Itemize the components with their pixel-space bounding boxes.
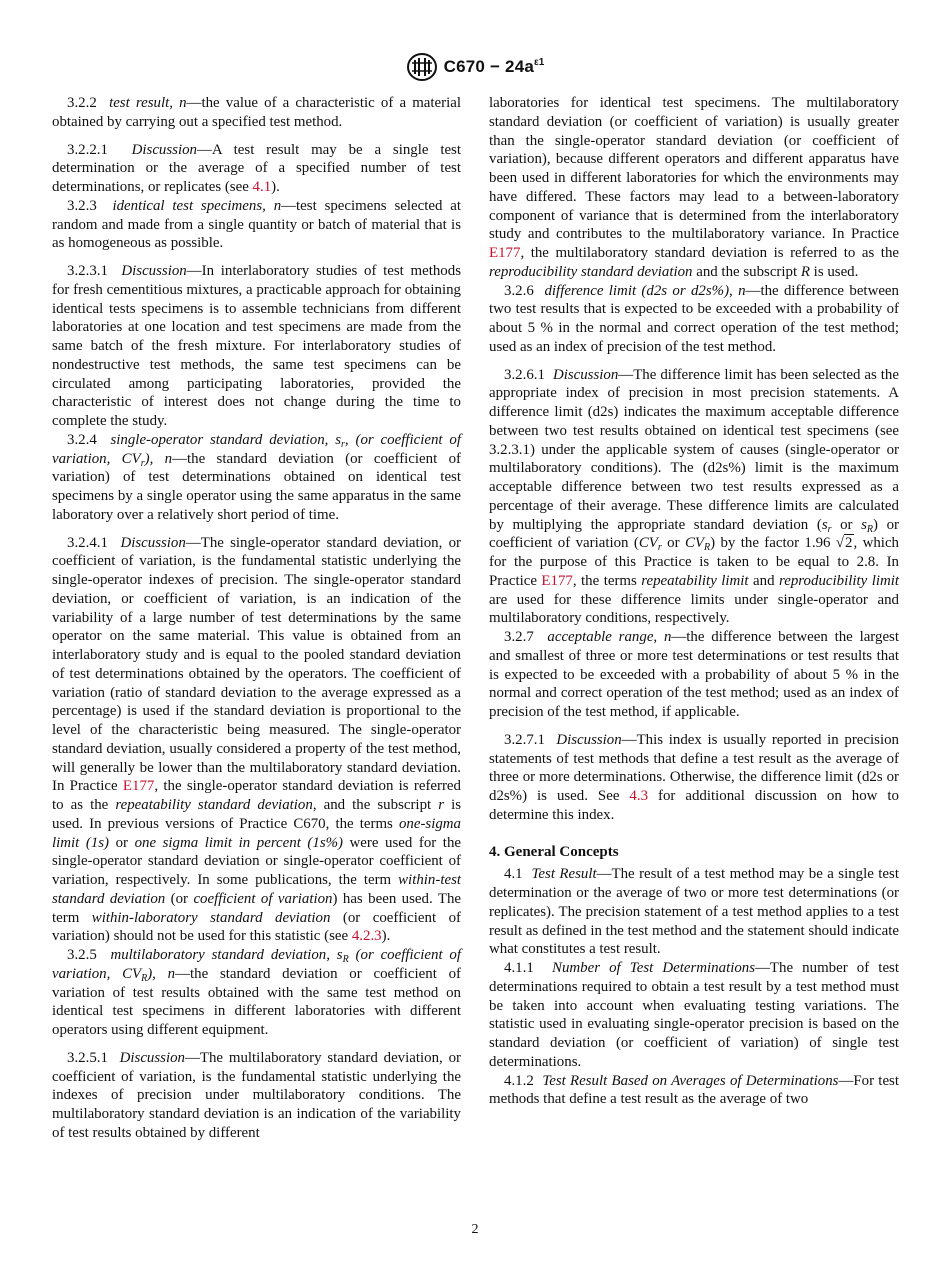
section-3-2-3: 3.2.3 identical test specimens, n—test specimens selected at random and made from a single quantity or batch of material that is as homogeneous as possible.	[52, 197, 461, 252]
section-4-1-1: 4.1.1 Number of Test Determinations—The number of test determinations required to obtain a test result by a test method must be taken into account when evaluating testing variations. The statistic used in evaluating single-operator precision is based on the standard deviation (or coefficient of variation) of single test determinations.	[489, 960, 899, 1070]
section-3-2-5-1: 3.2.5.1 Discussion—The multilaboratory standard deviation, or coefficient of variation, is the fundamental statistic underlying the indexes of precision under multilaboratory conditions. The multilaboratory standard deviation is an indication of the variability of test results obtained by different	[52, 1049, 462, 1141]
section-3-2-4-1: 3.2.4.1 Discussion—The single-operator standard deviation, or coefficient of variation, is the fundamental statistic underlying the single-operator indexes of precision. The single-operator standard deviation, or coefficient of variation, is an indication of the variability of a large number of test determinations by the same operator on the same material. This value is obtained from an interlaboratory study and is equal to the pooled standard deviation of test determinations obtained by the operators. The coefficient of variation (ratio of standard deviation to the average expressed as a percentage) is used if the standard deviation is proportional to the level of the characteristic being measured. The single-operator standard deviation, usually considered a property of the test method, will generally be lower than the multilaboratory standard deviation. In Practice E177, the single-operator standard deviation is referred to as the repeatability standard deviation, and the subscript r is used. In previous versions of Practice C670, the terms one-sigma limit (1s) or one sigma limit in percent (1s%) were used for the single-operator standard deviation or single-operator coefficient of variation, respectively. In some publications, the term within-test standard deviation (or coefficient of variation) has been used. The term within-laboratory standard deviation (or coefficient of variation) should not be used for this statistic (see 4.2.3).	[52, 534, 462, 945]
section-3-2-6-1: 3.2.6.1 Discussion—The difference limit has been selected as the appropriate index of precision in most precision statements. A difference limit (d2s) indicates the maximum acceptable difference between two test results obtained on identical test specimens (see 3.2.3.1) under the applicable system of causes (single-operator or multilaboratory conditions). The (d2s%) limit is the maximum acceptable difference between two test results expressed as a percentage of their average. These difference limits are calculated by multiplying the appropriate standard deviation ($s_r$ or $s_R$) or coefficient of variation ($CV_r$ or $CV_R$) by the factor 1.96 √2, which for the purpose of this Practice is taken to be equal to 2.8. In Practice E177, the terms repeatability limit and reproducibility limit are used for these difference limits under single-operator and multilaboratory conditions, respectively.	[489, 366, 900, 627]
ref-link-e177[interactable]: E177	[122, 778, 155, 795]
section-4-1: 4.1 Test Result—The result of a test method may be a single test determination or the average of two or more test determinations (or replicates). The precision statement of a test method applies to a test result as defined in the test method and the statement should indicate what constitutes a test result.	[489, 866, 899, 958]
section-3-2-5: 3.2.5 multilaboratory standard deviation, $s_R$ (or coefficient of variation, $CV_R$), n—the standard deviation or coefficient of variation of test results obtained with the same test method on identical test specimens in different laboratories with different operators using different equipment.	[52, 947, 462, 1038]
section-3-2-7: 3.2.7 acceptable range, n—the difference between the largest and smallest of three or more test determinations or test results that is expected to be exceeded with a probability of about 5 % in the normal and correct operation of the test method; used as an index of precision of the test method, if applicable.	[489, 629, 899, 720]
ref-link-4-1[interactable]: 4.1	[252, 179, 272, 195]
section-3-2-3-1: 3.2.3.1 Discussion—In interlaboratory studies of test methods for fresh cementitious mixtures, a practicable approach for obtaining identical tests specimens is to assemble technicians from different laboratories at one location and test specimens are made from the same batch of the fresh mixture. For interlaboratory studies of nondestructive test methods, the same test specimens can be circulated among participating laboratories, provided the characteristic of interest does not change during the time to complete the study.	[52, 263, 461, 429]
square-root-expression: √2	[835, 535, 853, 552]
right-column	[489, 94, 899, 1109]
section-3-2-4: 3.2.4 single-operator standard deviation, $s_r$, (or coefficient of variation, $CV_r$), n—the standard deviation (or coefficient of variation) of test determinations obtained on identical test specimens by a single operator using the same apparatus in the same laboratory over a relatively short period of time.	[52, 431, 461, 523]
page-number: 2	[471, 1222, 479, 1237]
ref-link-e177[interactable]: E177	[541, 572, 573, 589]
standard-designation: C670 − 24a	[443, 57, 535, 76]
ref-link-e177[interactable]: E177	[489, 245, 521, 261]
astm-logo-icon	[406, 52, 438, 82]
section-4-1-2: 4.1.2 Test Result Based on Averages of Determinations—For test methods that define a test result as the average of two	[489, 1072, 899, 1108]
section-3-2-6: 3.2.6 difference limit (d2s or d2s%), n—the difference between two test results that is expected to be exceeded with a probability of about 5 % in the normal and correct operation of the test method; used as an index of precision of the test method.	[489, 282, 899, 355]
section-heading-general-concepts: 4. General Concepts	[489, 843, 619, 860]
left-column	[52, 94, 461, 1143]
section-3-2-7-1: 3.2.7.1 Discussion—This index is usually reported in precision statements of test methods that define a test result as the average of three or more determinations. Otherwise, the difference limit (d2s or d2s%) is used. See 4.3 for additional discussion on how to determine this index.	[489, 731, 899, 823]
section-3-2-2-1: 3.2.2.1 Discussion—A test result may be a single test determination or the average of a specified number of test determinations, or replicates (see 4.1).	[52, 141, 461, 195]
ref-link-4-3[interactable]: 4.3	[629, 788, 649, 804]
section-3-2-5-1-continued: laboratories for identical test specimens. The multilaboratory standard deviation (or coefficient of variation) is usually greater than the single-operator standard deviation (or coefficient of variation), because different operators and different apparatus have been used in different laboratories for which the environments may have differed. These factors may lead to a between-laboratory component of variance that is determined from the interlaboratory study and contributes to the multilaboratory variance. In Practice E177, the multilaboratory standard deviation is referred to as the reproducibility standard deviation and the subscript R is used.	[489, 95, 899, 280]
page-header	[0, 52, 950, 82]
section-3-2-2: 3.2.2 test result, n—the value of a characteristic of a material obtained by carrying out a specified test method.	[52, 95, 461, 130]
ref-link-4-2-3[interactable]: 4.2.3	[351, 928, 382, 945]
epsilon-superscript: ε1	[534, 56, 545, 68]
